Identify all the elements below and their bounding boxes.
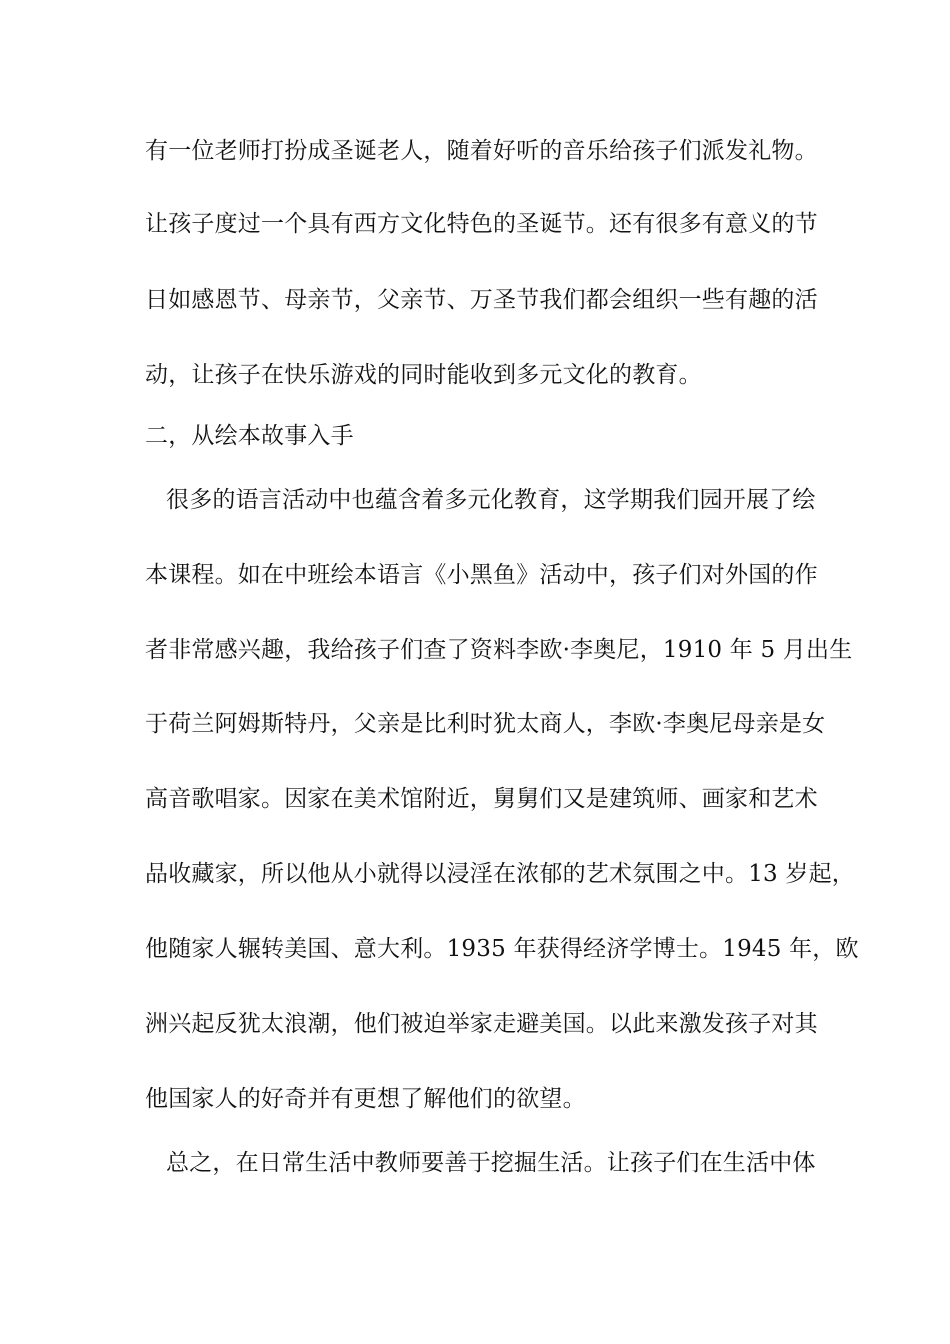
paragraph-line-11: 他随家人辗转美国、意大利。1935 年获得经济学博士。1945 年，欧 bbox=[145, 936, 859, 962]
paragraph-line-13: 他国家人的好奇并有更想了解他们的欲望。 bbox=[145, 1086, 586, 1112]
section-heading: 二，从绘本故事入手 bbox=[145, 423, 354, 449]
paragraph-line-14: 总之，在日常生活中教师要善于挖掘生活。让孩子们在生活中体 bbox=[166, 1150, 816, 1176]
paragraph-line-12: 洲兴起反犹太浪潮，他们被迫举家走避美国。以此来激发孩子对其 bbox=[145, 1011, 818, 1037]
paragraph-line-5: 很多的语言活动中也蕴含着多元化教育，这学期我们园开展了绘 bbox=[166, 487, 816, 513]
paragraph-line-4: 动，让孩子在快乐游戏的同时能收到多元文化的教育。 bbox=[145, 362, 702, 388]
paragraph-line-1: 有一位老师打扮成圣诞老人，随着好听的音乐给孩子们派发礼物。 bbox=[145, 138, 818, 164]
paragraph-line-7: 者非常感兴趣，我给孩子们查了资料李欧·李奥尼，1910 年 5 月出生 bbox=[145, 637, 853, 663]
paragraph-line-10: 品收藏家，所以他从小就得以浸淫在浓郁的艺术氛围之中。13 岁起， bbox=[145, 861, 855, 887]
paragraph-line-9: 高音歌唱家。因家在美术馆附近，舅舅们又是建筑师、画家和艺术 bbox=[145, 786, 818, 812]
paragraph-line-6: 本课程。如在中班绘本语言《小黑鱼》活动中，孩子们对外国的作 bbox=[145, 562, 818, 588]
paragraph-line-3: 日如感恩节、母亲节，父亲节、万圣节我们都会组织一些有趣的活 bbox=[145, 287, 818, 313]
paragraph-line-8: 于荷兰阿姆斯特丹，父亲是比利时犹太商人，李欧·李奥尼母亲是女 bbox=[145, 711, 826, 737]
paragraph-line-2: 让孩子度过一个具有西方文化特色的圣诞节。还有很多有意义的节 bbox=[145, 211, 818, 237]
